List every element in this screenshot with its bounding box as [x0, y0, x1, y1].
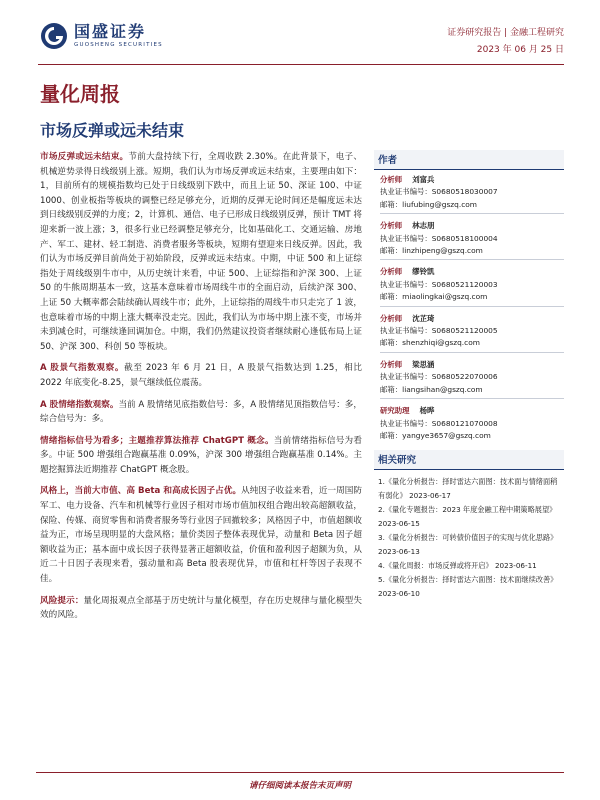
divider: [380, 213, 564, 214]
divider: [380, 306, 564, 307]
paragraph-body: 节前大盘持续下行，全周收跌 2.30%。在此背景下，电子、机械逆势录得日线级别上涨。短期，我们认为市场反弹或远未结束，主要理由如下：1，目前所有的规模指数均已处于日线级别下跌中，而且上证 50、深证 100、中证 1000、创业板指等板块的调整已经足够充分，近期的反弹无论时间还是幅度远未达到日线级别反弹的力度；2，计算机、通信、电子已形成日线级别反弹，预计 TMT 将迎来新一波上涨；3，很多行业已经调整足够充分，比如基础化工、交通运输、房地产、军工、建材、轻工制造、消费者服务等板块，短期有望迎来日线反弹。因此，我们认为市场反弹目前尚处于初始阶段，反弹或远未结束。中期，中证 500 和上证综指处于周线级别牛市中，从历史统计来看，中证 500、上证综指和沪深 300、上证 50 的牛熊周期基本一致，这基本意味着市场周线牛市的全面启动，后续沪深 300、上证 50 大概率都会陆续确认周线牛市；此外，上证综指的周线牛市只走完了 1 波，也意味着市场的中期上涨大概率没走完。因此，我们认为市场中期上涨不变，市场并未到减仓时，可继续逢回调加仓。中期，我们仍然建议投资者继续耐心逢低布局上证 50、沪深 300、科创 50 等板块。: [40, 152, 362, 352]
analyst-card: [374, 216, 564, 262]
divider: [380, 398, 564, 399]
header-divider: [38, 64, 564, 65]
company-logo: [40, 22, 163, 50]
analyst-card: [374, 309, 564, 355]
sidebar: [374, 150, 564, 601]
analyst-name: 刘富兵: [412, 175, 435, 184]
related-report-link[interactable]: [378, 475, 564, 503]
paragraph-body: 从纯因子收益来看，近一周国防军工、电力设备、汽车和机械等行业因子相对市场市值加权组合跑出较高超额收益，保险、传媒、商贸零售和消费者服务等行业因子回撤较多；风格因子中，市值超额收益为正，市场呈现明显的大盘风格；量价类因子整体表现优异，动量和 Beta 因子超额收益为正；基本面中成长因子获得显著正超额收益，价值和盈利因子超额为负，从近二十日因子表现来看，强动量和高 Beta 股表现优异，市值和杠杆等因子表现不佳。: [40, 486, 362, 585]
analyst-card: [374, 401, 564, 444]
related-report-title: 4.《量化周报：市场反弹或将开启》: [378, 561, 493, 571]
paragraph-body: 截至 2023 年 6 月 21 日，A 股景气指数达到 1.25，相比 2022 年底变化-8.25，景气继续低位震荡。: [40, 363, 362, 388]
related-report-date: 2023-06-13: [378, 547, 420, 557]
related-report-title: 5.《量化分析报告：择时雷达六面图：技术面继续改善》: [378, 575, 558, 585]
analyst-email[interactable]: 邮箱：miaolingkai@gszq.com: [380, 292, 488, 302]
analyst-license: 执业证书编号：S0680121070008: [380, 418, 498, 428]
analyst-role: 分析师: [380, 359, 403, 369]
paragraph-body: 当前情绪指标信号为看多。中证 500 增强组合跑赢基准 0.09%，沪深 300 增强组合跑赢基准 0.14%。主题挖掘算法近期推荐 ChatGPT 概念股。: [40, 435, 362, 475]
analyst-license: 执业证书编号：S0680521120005: [380, 326, 498, 336]
related-report-date: 2023-06-10: [378, 589, 420, 599]
report-date: 2023 年 06 月 25 日: [476, 45, 564, 55]
analyst-name: 杨晔: [419, 406, 435, 416]
analyst-email[interactable]: 邮箱：yangye3657@gszq.com: [380, 430, 491, 440]
related-report-link[interactable]: [378, 503, 564, 531]
paragraph-lead: 市场反弹或远未结束。: [40, 152, 129, 162]
analyst-license: 执业证书编号：S0680518100004: [380, 233, 498, 243]
related-report-title: 2.《量化专题报告：2023 年度金融工程中期策略展望》: [378, 505, 557, 515]
footer-disclaimer: 请仔细阅读本报告末页声明: [248, 781, 351, 791]
analyst-email[interactable]: 邮箱：liangsihan@gszq.com: [380, 384, 483, 394]
main-body: [40, 150, 362, 630]
related-report-title: 3.《量化分析报告：可转债价值因子的实现与优化思路》: [378, 533, 558, 543]
related-report-date: 2023-06-17: [409, 491, 451, 501]
paragraph-body: 量化周报观点全部基于历史统计与量化模型，存在历史规律与量化模型失效的风险。: [40, 595, 362, 621]
analyst-role: 分析师: [380, 267, 403, 277]
paragraph-market-view: [40, 150, 362, 354]
paragraph-lead: 风险提示：: [40, 595, 84, 606]
analyst-name: 梁思涵: [412, 359, 435, 369]
related-report-link[interactable]: [378, 531, 564, 559]
analyst-email[interactable]: 邮箱：shenzhiqi@gszq.com: [380, 338, 480, 348]
analyst-card: [374, 355, 564, 401]
analyst-email[interactable]: 邮箱：linzhipeng@gszq.com: [380, 246, 483, 256]
analyst-name: 沈芷琦: [412, 313, 435, 323]
paragraph-lead: A 股情绪指数观察。: [40, 399, 119, 410]
paragraph-lead: 风格上，当前大市值、高 Beta 和高成长因子占优。: [40, 486, 242, 497]
paragraph-lead: 情绪指标信号为看多；主题推荐算法推荐 ChatGPT 概念。: [40, 435, 274, 446]
related-report-title: 1.《量化分析报告：择时雷达六面图：技术面与情绪面稍有弱化》: [378, 477, 558, 501]
analyst-role: 分析师: [380, 313, 403, 323]
analyst-license: 执业证书编号：S0680518030007: [380, 187, 498, 197]
footer-divider: [36, 772, 564, 773]
paragraph-signal: [40, 434, 362, 478]
logo-english-name: GUOSHENG SECURITIES: [74, 42, 163, 48]
analyst-card: [374, 170, 564, 216]
page-header: [0, 0, 600, 68]
related-report-date: 2023-06-15: [378, 519, 420, 529]
authors-heading: 作者: [374, 150, 564, 170]
divider: [380, 352, 564, 353]
logo-chinese-name: 国盛证券: [74, 22, 147, 41]
analyst-card: [374, 262, 564, 308]
paragraph-sentiment-index: [40, 361, 362, 390]
related-research-list: [374, 470, 564, 601]
page-title: 量化周报: [40, 82, 120, 106]
analyst-name: 缪铃凯: [412, 267, 435, 277]
analyst-role: 分析师: [380, 221, 403, 231]
paragraph-style: [40, 484, 362, 586]
page-subtitle: 市场反弹或远未结束: [40, 121, 185, 140]
paragraph-lead: A 股景气指数观察。: [40, 363, 125, 374]
related-research-heading: 相关研究: [374, 450, 564, 470]
paragraph-emotion-index: [40, 398, 362, 427]
analyst-license: 执业证书编号：S0680521120003: [380, 279, 498, 289]
report-type: 证券研究报告 | 金融工程研究: [447, 28, 564, 38]
analyst-name: 林志朋: [412, 221, 435, 231]
paragraph-risk: [40, 594, 362, 623]
related-report-link[interactable]: [378, 573, 564, 601]
analyst-role: 研究助理: [380, 406, 410, 416]
analyst-role: 分析师: [380, 175, 403, 184]
logo-emblem-icon: [40, 22, 68, 50]
page-footer: [0, 772, 600, 791]
paragraph-body: 当前 A 股情绪见底指数信号：多，A 股情绪见顶指数信号：多，综合信号为：多。: [40, 399, 362, 425]
related-report-link[interactable]: [378, 559, 564, 573]
analyst-email[interactable]: 邮箱：liufubing@gszq.com: [380, 199, 478, 209]
related-report-date: 2023-06-11: [494, 561, 537, 571]
analyst-license: 执业证书编号：S0680522070006: [380, 372, 498, 382]
divider: [380, 259, 564, 260]
